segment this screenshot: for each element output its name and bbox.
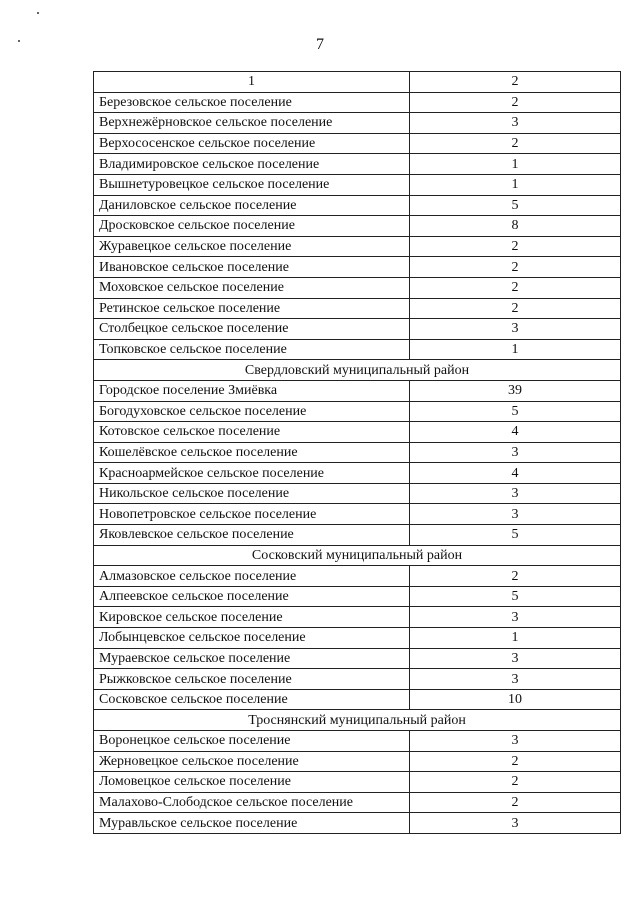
settlement-name: Никольское сельское поселение: [94, 483, 410, 504]
settlement-value: 2: [410, 257, 621, 278]
settlement-value: 8: [410, 216, 621, 237]
settlement-value: 3: [410, 113, 621, 134]
settlement-value: 2: [410, 92, 621, 113]
table-row: [94, 319, 621, 340]
table-row: [94, 113, 621, 134]
settlement-name: Ретинское сельское поселение: [94, 298, 410, 319]
table-row: [94, 257, 621, 278]
section-title: Свердловский муниципальный район: [94, 360, 621, 381]
page-number: 7: [316, 36, 324, 53]
settlement-name: Сосковское сельское поселение: [94, 689, 410, 710]
table-row: [94, 463, 621, 484]
settlement-name: Кировское сельское поселение: [94, 607, 410, 628]
settlement-name: Верхнежёрновское сельское поселение: [94, 113, 410, 134]
settlement-name: Столбецкое сельское поселение: [94, 319, 410, 340]
table-row: [94, 792, 621, 813]
settlement-name: Кошелёвское сельское поселение: [94, 442, 410, 463]
settlement-value: 2: [410, 236, 621, 257]
table-row: [94, 133, 621, 154]
table-row: [94, 751, 621, 772]
settlement-value: 2: [410, 566, 621, 587]
settlement-value: 1: [410, 628, 621, 649]
table-row: [94, 380, 621, 401]
settlement-value: 5: [410, 586, 621, 607]
settlement-name: Верхососенское сельское поселение: [94, 133, 410, 154]
settlement-name: Рыжковское сельское поселение: [94, 669, 410, 690]
table-row: [94, 689, 621, 710]
table-row: [94, 195, 621, 216]
settlement-value: 4: [410, 422, 621, 443]
column-header-1: 1: [94, 72, 410, 93]
settlement-name: Богодуховское сельское поселение: [94, 401, 410, 422]
section-row: [94, 545, 621, 566]
settlement-value: 1: [410, 154, 621, 175]
settlement-name: Жерновецкое сельское поселение: [94, 751, 410, 772]
settlements-table-body: [94, 72, 621, 834]
settlement-value: 3: [410, 813, 621, 834]
table-row: [94, 813, 621, 834]
table-row: [94, 628, 621, 649]
table-row: [94, 586, 621, 607]
table-row: [94, 216, 621, 237]
settlement-name: Красноармейское сельское поселение: [94, 463, 410, 484]
settlement-name: Городское поселение Змиёвка: [94, 380, 410, 401]
settlements-table: [93, 71, 621, 834]
table-row: [94, 154, 621, 175]
settlement-value: 1: [410, 174, 621, 195]
table-row: [94, 236, 621, 257]
settlement-name: Березовское сельское поселение: [94, 92, 410, 113]
settlement-value: 5: [410, 525, 621, 546]
settlement-value: 2: [410, 751, 621, 772]
table-row: [94, 669, 621, 690]
settlement-value: 2: [410, 298, 621, 319]
settlement-value: 3: [410, 442, 621, 463]
settlement-name: Ломовецкое сельское поселение: [94, 772, 410, 793]
settlement-name: Муравльское сельское поселение: [94, 813, 410, 834]
settlement-value: 39: [410, 380, 621, 401]
settlement-value: 3: [410, 319, 621, 340]
table-row: [94, 525, 621, 546]
scan-speck: [37, 12, 39, 14]
table-row: [94, 772, 621, 793]
settlement-value: 10: [410, 689, 621, 710]
settlement-name: Алмазовское сельское поселение: [94, 566, 410, 587]
settlement-name: Даниловское сельское поселение: [94, 195, 410, 216]
settlement-name: Ивановское сельское поселение: [94, 257, 410, 278]
table-header-row: [94, 72, 621, 93]
settlement-value: 3: [410, 607, 621, 628]
table-row: [94, 566, 621, 587]
table-row: [94, 92, 621, 113]
settlement-name: Воронецкое сельское поселение: [94, 731, 410, 752]
settlement-value: 3: [410, 731, 621, 752]
settlement-name: Топковское сельское поселение: [94, 339, 410, 360]
table-row: [94, 648, 621, 669]
table-row: [94, 174, 621, 195]
section-row: [94, 360, 621, 381]
settlement-value: 3: [410, 504, 621, 525]
table-row: [94, 607, 621, 628]
settlement-value: 1: [410, 339, 621, 360]
table-row: [94, 483, 621, 504]
column-header-2: 2: [410, 72, 621, 93]
table-row: [94, 731, 621, 752]
settlement-name: Мураевское сельское поселение: [94, 648, 410, 669]
settlement-name: Яковлевское сельское поселение: [94, 525, 410, 546]
section-title: Троснянский муниципальный район: [94, 710, 621, 731]
settlement-value: 2: [410, 792, 621, 813]
settlement-name: Лобынцевское сельское поселение: [94, 628, 410, 649]
settlement-value: 2: [410, 277, 621, 298]
section-title: Сосковский муниципальный район: [94, 545, 621, 566]
settlement-value: 5: [410, 401, 621, 422]
table-row: [94, 422, 621, 443]
settlement-name: Дросковское сельское поселение: [94, 216, 410, 237]
settlement-name: Новопетровское сельское поселение: [94, 504, 410, 525]
settlement-name: Алпеевское сельское поселение: [94, 586, 410, 607]
settlement-value: 2: [410, 772, 621, 793]
settlement-name: Котовское сельское поселение: [94, 422, 410, 443]
section-row: [94, 710, 621, 731]
table-row: [94, 277, 621, 298]
settlement-value: 5: [410, 195, 621, 216]
settlement-name: Моховское сельское поселение: [94, 277, 410, 298]
table-row: [94, 298, 621, 319]
table-row: [94, 339, 621, 360]
table-row: [94, 442, 621, 463]
settlement-value: 4: [410, 463, 621, 484]
settlement-value: 3: [410, 483, 621, 504]
settlement-value: 2: [410, 133, 621, 154]
table-row: [94, 401, 621, 422]
settlement-name: Журавецкое сельское поселение: [94, 236, 410, 257]
settlement-name: Малахово-Слободское сельское поселение: [94, 792, 410, 813]
table-row: [94, 504, 621, 525]
settlement-value: 3: [410, 669, 621, 690]
settlement-value: 3: [410, 648, 621, 669]
settlement-name: Владимировское сельское поселение: [94, 154, 410, 175]
settlement-name: Вышнетуровецкое сельское поселение: [94, 174, 410, 195]
